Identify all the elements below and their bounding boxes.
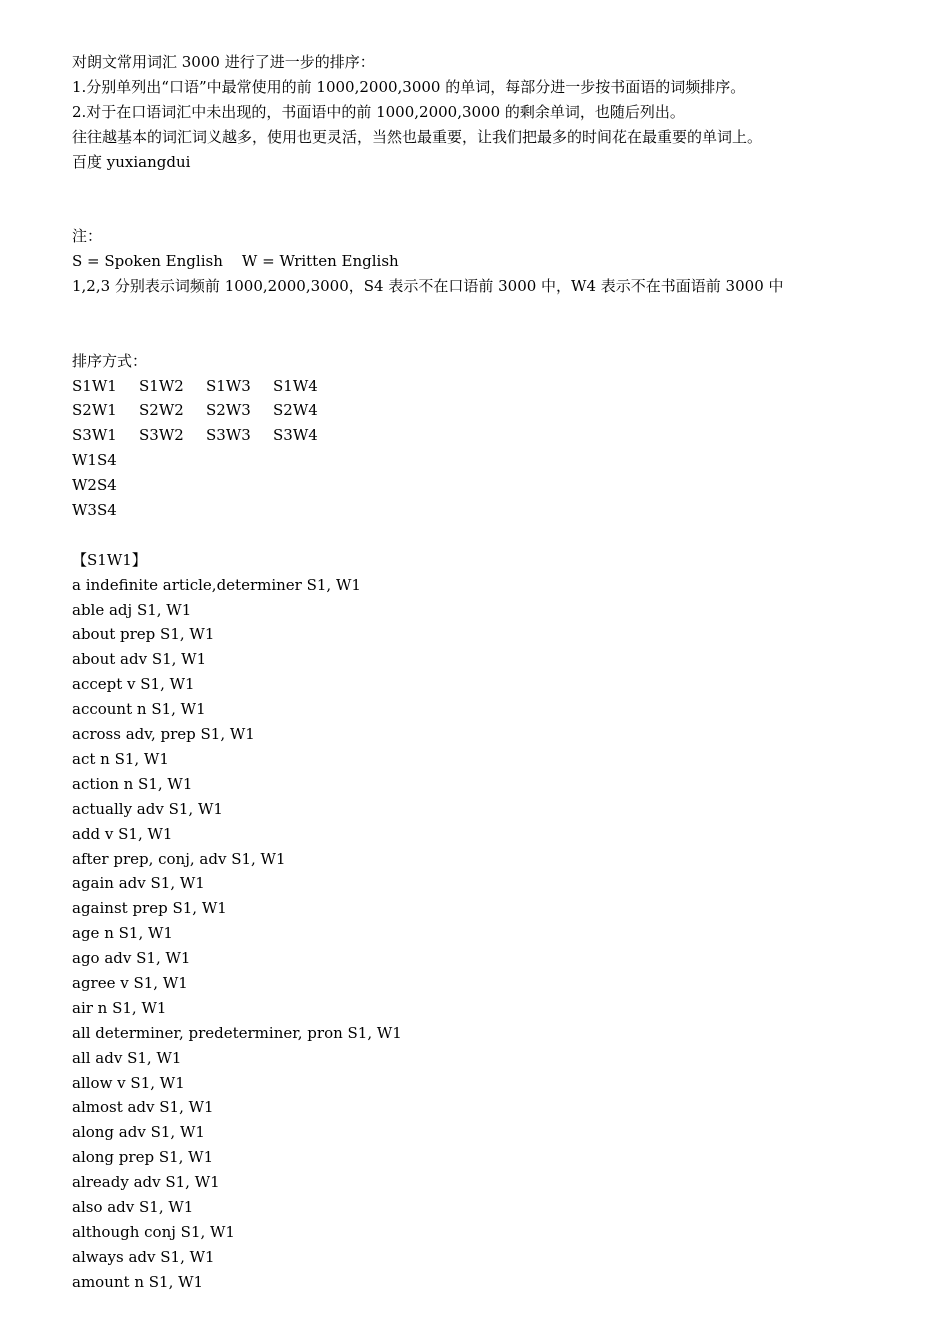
word-entry: already adv S1, W1 (72, 1173, 220, 1192)
ordering-row (72, 374, 932, 399)
word-entry: along prep S1, W1 (72, 1148, 214, 1167)
word-entry: act n S1, W1 (72, 749, 169, 768)
word-entry: allow v S1, W1 (72, 1073, 185, 1092)
ordering-cell: W3S4 (72, 501, 117, 520)
word-entry: agree v S1, W1 (72, 973, 188, 992)
ordering-cell: S3W1 (72, 426, 117, 445)
word-entry: about adv S1, W1 (72, 650, 207, 669)
intro-line-4: 往往越基本的词汇词义越多，使用也更灵活，当然也最重要，让我们把最多的时间花在最重要的单词上。 (72, 127, 763, 146)
word-entry: always adv S1, W1 (72, 1247, 215, 1266)
word-entry: action n S1, W1 (72, 774, 193, 793)
word-entry: age n S1, W1 (72, 924, 173, 943)
intro-line-3: 2.对于在口语词汇中未出现的，书面语中的前 1000,2000,3000 的剩余单词，也随后列出。 (72, 102, 685, 121)
notes-frequency-line: 1,2,3 分别表示词频前 1000,2000,3000，S4 表示不在口语前 3000 中，W4 表示不在书面语前 3000 中 (72, 277, 784, 296)
ordering-cell: W2S4 (72, 476, 117, 495)
document-page (72, 50, 932, 1295)
ordering-row (72, 423, 932, 448)
word-entry-list (72, 573, 932, 1295)
word-entry: also adv S1, W1 (72, 1197, 194, 1216)
ordering-cell: W1S4 (72, 451, 117, 470)
ordering-grid (72, 374, 932, 523)
blank-line (72, 523, 932, 548)
word-entry: along adv S1, W1 (72, 1123, 205, 1142)
word-entry: all determiner, predeterminer, pron S1, W1 (72, 1023, 402, 1042)
word-entry: able adj S1, W1 (72, 600, 192, 619)
ordering-cell: S1W2 (139, 376, 184, 395)
word-entry: about prep S1, W1 (72, 625, 215, 644)
blank-line (72, 299, 932, 324)
word-entry: again adv S1, W1 (72, 874, 205, 893)
ordering-cell: S1W3 (206, 376, 251, 395)
ordering-cell: S2W1 (72, 401, 117, 420)
word-entry: after prep, conj, adv S1, W1 (72, 849, 286, 868)
ordering-cell: S3W3 (206, 426, 251, 445)
word-entry: air n S1, W1 (72, 998, 167, 1017)
ordering-cell: S2W2 (139, 401, 184, 420)
word-entry: a indefinite article,determiner S1, W1 (72, 575, 361, 594)
ordering-row (72, 498, 932, 523)
notes-legend-line: S = Spoken English W = Written English (72, 252, 399, 271)
word-entry: accept v S1, W1 (72, 675, 195, 694)
word-entry: amount n S1, W1 (72, 1272, 204, 1291)
word-entry: actually adv S1, W1 (72, 799, 223, 818)
ordering-cell: S1W4 (273, 376, 318, 395)
word-entry: although conj S1, W1 (72, 1222, 235, 1241)
intro-line-1: 对朗文常用词汇 3000 进行了进一步的排序： (72, 53, 375, 71)
blank-line (72, 324, 932, 349)
word-entry: across adv, prep S1, W1 (72, 725, 255, 744)
intro-line-2: 1.分别单列出“口语”中最常使用的前 1000,2000,3000 的单词，每部分进一步按书面语的词频排序。 (72, 77, 746, 96)
ordering-cell: S2W3 (206, 401, 251, 420)
word-entry: add v S1, W1 (72, 824, 173, 843)
word-entry: almost adv S1, W1 (72, 1098, 214, 1117)
word-entry: all adv S1, W1 (72, 1048, 182, 1067)
word-entry: account n S1, W1 (72, 700, 206, 719)
section-heading: 【S1W1】 (72, 550, 147, 569)
blank-line (72, 174, 932, 199)
intro-author-line: 百度 yuxiangdui (72, 152, 191, 171)
ordering-cell: S3W2 (139, 426, 184, 445)
word-entry: ago adv S1, W1 (72, 949, 191, 968)
ordering-cell: S1W1 (72, 376, 117, 395)
notes-heading: 注： (72, 227, 103, 246)
ordering-row (72, 398, 932, 423)
word-entry: against prep S1, W1 (72, 899, 227, 918)
ordering-row (72, 448, 932, 473)
ordering-cell: S3W4 (273, 426, 318, 445)
ordering-cell: S2W4 (273, 401, 318, 420)
blank-line (72, 199, 932, 224)
ordering-heading: 排序方式： (72, 351, 148, 370)
ordering-row (72, 473, 932, 498)
